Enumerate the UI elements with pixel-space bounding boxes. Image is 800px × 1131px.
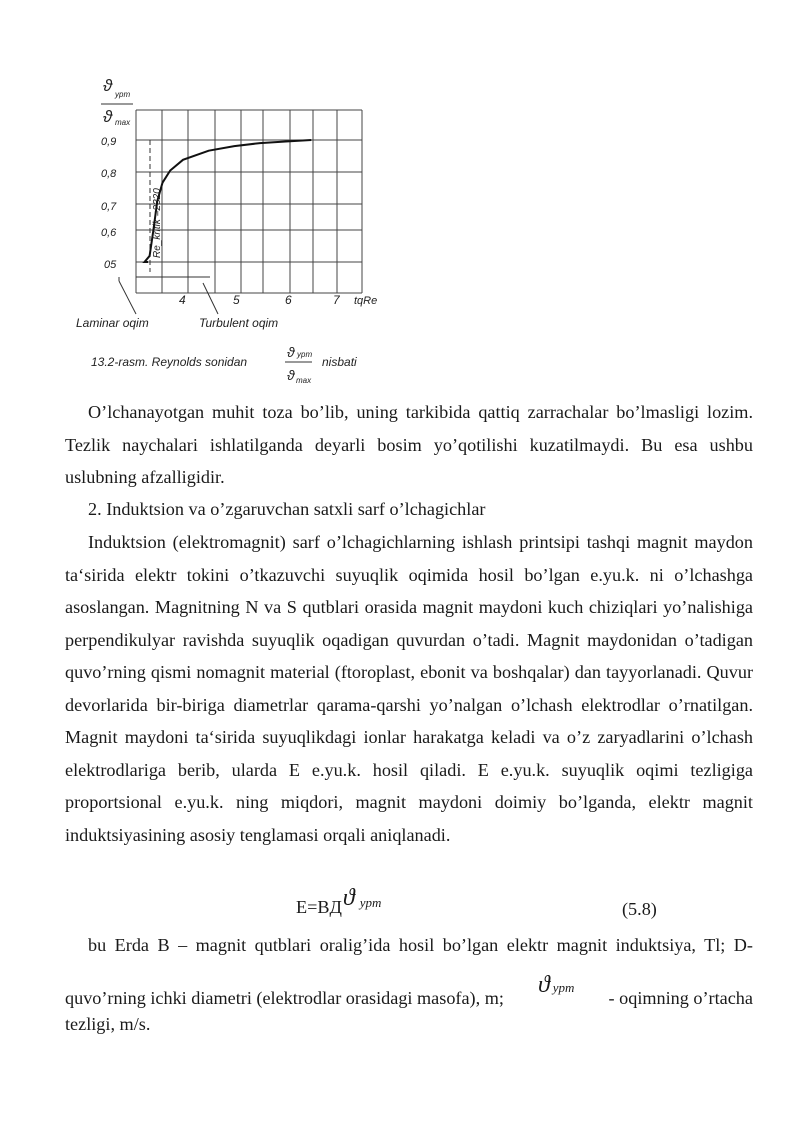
- chart-grid: [136, 110, 362, 293]
- laminar-label: Laminar oqim: [76, 316, 149, 330]
- caption-frac-top: ϑ: [287, 344, 295, 360]
- equation-theta: ϑ: [342, 885, 355, 911]
- definitions-line-2-a: quvo’rning ichki diametri (elektrodlar orasidagi masofa), m;: [65, 988, 504, 1008]
- critical-reynolds-label: Re_kritik =2320: [152, 188, 163, 258]
- paragraph-2: Induktsion (elektromagnit) sarf o’lchagichlarning ishlash printsipi tashqi magnit maydon ta‘sirida elektr tokini o’tkazuvchi suyuqlik oqimida hosil bo’lgan e.yu.k. ni o’lchashga asoslangan. Magnitning N va S qutblari orasida magnit maydoni kuch chiziqlari yo’nalishiga perpendikulyar ravishda suyuqlik oqadigan quvurdan o’tadi. Magnit maydonidan o’tadigan quvo’rning qismi nomagnit material (ftoroplast, ebonit va boshqalar) dan tayyorlanadi. Quvur devorlarida bir-biriga diametrlar qarama-qarshi yo’nalgan o’lchash elektrodlar o’rnatilgan. Magnit maydoni ta‘sirida suyuqlikdagi ionlar harakatga keladi va o’z zaryadlarini o’lchash elektrodlariga berib, ularda E e.yu.k. hosil qiladi. E e.yu.k. suyuqlik oqimi tezligiga proportsional e.yu.k. ning miqdori, magnit maydoni doimiy bo’lganda, elektr magnit induktsiyasining asosiy tenglamasi orqali aniqlanadi.: [65, 532, 753, 845]
- caption-prefix: 13.2-rasm. Reynolds sonidan: [91, 355, 248, 369]
- caption-frac-bottom-sub: max: [296, 376, 312, 385]
- x-tick-label: 7: [333, 293, 340, 307]
- reynolds-chart: [0, 0, 800, 395]
- y-tick-label: 0,9: [101, 136, 117, 148]
- region-brackets: [119, 277, 218, 314]
- caption-frac-bottom: ϑ: [287, 367, 295, 383]
- y-tick-label: 0,8: [101, 168, 117, 180]
- y-label-top-sub: ypm: [115, 90, 131, 99]
- equation-sub: ypm: [359, 895, 382, 910]
- definitions-line-2: [65, 972, 753, 1011]
- y-tick-labels: [101, 136, 117, 271]
- section-heading: 2. Induktsion va o’zgaruvchan satxli sarf o’lchagichlar: [88, 499, 486, 519]
- equation: [296, 885, 382, 920]
- equation-lhs: E=BД: [296, 897, 342, 917]
- definitions-line-3: tezligi, m/s.: [65, 1014, 151, 1034]
- definitions-velocity-symbol: ϑ $^{ypm}$: [537, 972, 575, 998]
- caption-frac-top-sub: ypm: [297, 350, 313, 359]
- y-label-top: ϑ: [103, 76, 113, 95]
- y-tick-label: 0,6: [101, 227, 117, 239]
- definitions-line-2-b: - oqimning o’rtacha: [608, 988, 753, 1008]
- turbulent-label: Turbulent oqim: [199, 316, 279, 330]
- x-axis-label: tqRe: [354, 295, 378, 307]
- figure-caption: [91, 344, 357, 385]
- y-label-bottom: ϑ: [103, 107, 113, 126]
- y-axis-label: [101, 76, 133, 127]
- y-label-bottom-sub: max: [115, 118, 131, 127]
- paragraph-1: O’lchanayotgan muhit toza bo’lib, uning tarkibida qattiq zarrachalar bo’lmasligi lozim. Tezlik naychalari ishlatilganda deyarli bosim yo’qotilishi kuzatilmaydi. Bu esa ushbu uslubning afzalligidir.: [65, 402, 753, 487]
- reynolds-figure: [0, 0, 800, 395]
- x-tick-label: 5: [233, 293, 240, 307]
- x-tick-label: 6: [285, 293, 292, 307]
- y-tick-label: 0,7: [101, 201, 117, 213]
- y-tick-label: 05: [104, 259, 117, 271]
- caption-suffix: nisbati: [322, 355, 357, 369]
- equation-number: (5.8): [622, 899, 657, 919]
- velocity-ratio-curve: [145, 140, 312, 262]
- x-tick-label: 4: [179, 293, 186, 307]
- definitions-line-1: bu Erda B – magnit qutblari oralig’ida hosil bo’lgan elektr magnit induktsiya, Tl; D-: [88, 935, 753, 955]
